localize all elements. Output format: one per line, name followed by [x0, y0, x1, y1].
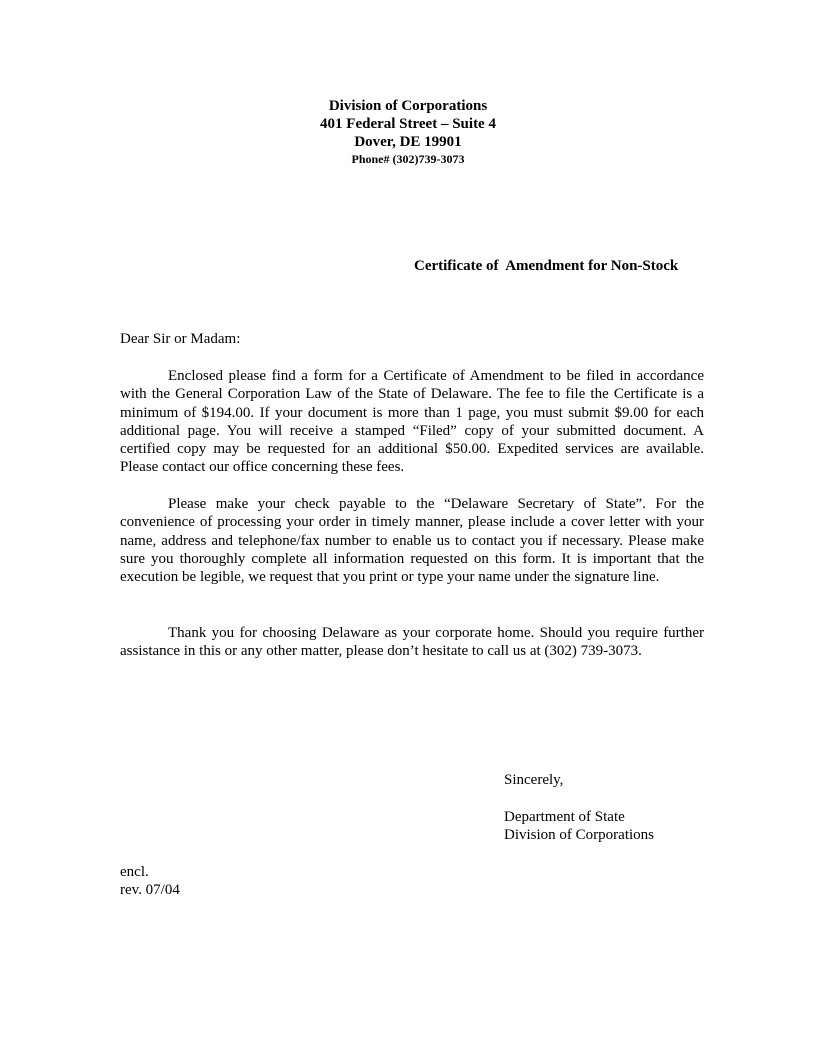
letterhead-phone: Phone# (302)739-3073: [351, 152, 465, 166]
enclosure-note: encl.: [120, 864, 149, 880]
valediction: Sincerely,: [504, 772, 564, 788]
document-title: Certificate of Amendment for Non-Stock: [414, 258, 679, 274]
letterhead-street: 401 Federal Street – Suite 4: [320, 116, 496, 132]
signer-division: Division of Corporations: [504, 827, 654, 843]
revision-note: rev. 07/04: [120, 882, 180, 898]
letterhead: [0, 97, 816, 167]
letterhead-org: Division of Corporations: [328, 98, 488, 114]
signer-department: Department of State: [504, 809, 625, 825]
body-paragraph-thanks: Thank you for choosing Delaware as your corporate home. Should you require further assistance in this or any other matter, please don’t hesitate to call us at (302) 739-3073.: [120, 625, 704, 660]
letterhead-city: Dover, DE 19901: [354, 134, 462, 150]
body-paragraph-fees: Enclosed please find a form for a Certificate of Amendment to be filed in accordance with the General Corporation Law of the State of Delaware. The fee to file the Certificate is a minimum of $194.00. If your document is more than 1 page, you must submit $9.00 for each additional page. You will receive a stamped “Filed” copy of your submitted document. A certified copy may be requested for an additional $50.00. Expedited services are available. Please contact our office concerning these fees.: [120, 368, 704, 476]
salutation: Dear Sir or Madam:: [120, 331, 241, 347]
body-paragraph-payment: Please make your check payable to the “Delaware Secretary of State”. For the convenience of processing your order in timely manner, please include a cover letter with your name, address and telephone/fax number to enable us to contact you if necessary. Please make sure you thoroughly complete all information requested on this form. It is important that the execution be legible, we request that you print or type your name under the signature line.: [120, 496, 704, 586]
